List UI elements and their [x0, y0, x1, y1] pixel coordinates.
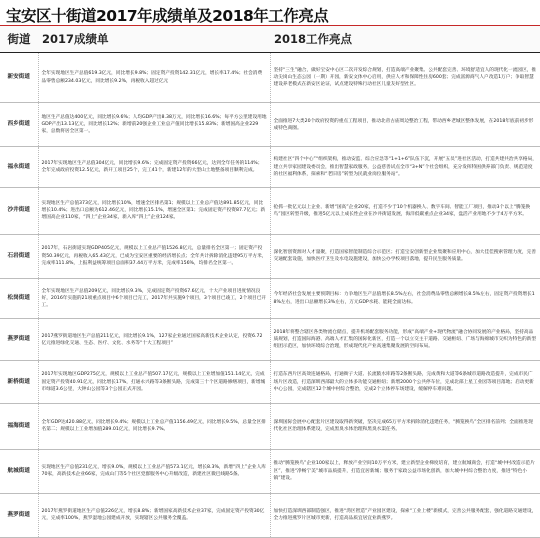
page-title: 宝安区十街道2017年成绩单及2018年工作亮点	[6, 7, 329, 25]
highlights-cell: 推动“腾笼换鸟”企业100家以上，释放产业空间10万平方米，建立新型企业梯度培育，建立航城商会，打造“城中村改造示范片区”，推进“净畅宁美”城市品质提升，打造宜居新城；服务于家政公益市场化创新，加大城中村综合整治力度，推进“特色小镇”建设。	[270, 449, 540, 493]
achievements-cell: 2017年燕罗街道地区生产总值226亿元，增长8.8%；新增国家高新技术企业37家，完成固定资产投资30亿元，完成率100%，燕罗湿地公园建成开放，实现辖区公共服务全覆盖。	[38, 493, 270, 537]
street-name: 福海街道	[0, 404, 38, 449]
table-row	[0, 187, 540, 234]
highlights-cell: 抢抓一批亿元以上企业、新增“国高”企业20家，打造不少于10个机器换人、数字车间、智能工厂项目，推动3个以上“腾笼换鸟”园区转型升级，推进5亿元以上成长性企业在沙井街道发展，海洋低碳重点企业34家，盘活产业用地不少于4万平方米。	[270, 187, 540, 234]
highlights-cell: 构建社区“四个中心”“组织架构，推动安监、综合应急等“1+1+6”队伍下沉，开展“五员”进社区活动，打造共建共治共享格局，建立共享家园建设委员会，推出智慧家政服务，公益慈善试点全市“3+N”个社会组织，充分发挥特困供养部门负责、规范适度的社区福利体系，探索和“老旧房”转型为民就业岗位服务站“。	[270, 147, 540, 188]
highlights-cell: 打造东西片区高效连通格局，打通衙子大道、长流陂水库路等2条断头路，完成黄和大道等6条城市道路改造提升，完成市民广场片区改造，打造深圳西部最大的立体多功能交通枢纽；新增2000个公共停车位，完成北部上星工业园等项目落地；启动更新中心公园，完成辖区12个城中村综合整治，完成2个立体停车场建设，缓解停车难问题。	[270, 361, 540, 404]
table-header-row	[0, 26, 540, 53]
achievements-cell: 实现地区生产总值231亿元，增长9.0%，规模以上工业总产值573.1亿元，增长8.3%，新增“四上”企业人库70家，高新技术企业66家，完成山门等5个社区党群服务中心升级改造，新建社区微巴线路5条。	[38, 449, 270, 493]
table-row	[0, 493, 540, 537]
street-name: 沙井街道	[0, 187, 38, 234]
achievements-cell: 2017燕罗街道地区生产总值211亿元，同比增长9.1%，127家企业通过国家高新技术企业认定，投资6.72亿元推进绿化交通、生态、医疗、文化、水务等“十大工程项目”	[38, 319, 270, 361]
table-row	[0, 404, 540, 449]
street-name: 燕罗街道	[0, 319, 38, 361]
achievements-cell: 地区生产总值达400亿元，同比增长9.6%；人均GDP产出8.38万元，同比增长16.6%；每平方公里建设用地GDP产出13.13亿元，同比增长12%；新增前20强企业工业总产值同比增长15.83%；新增国高企业229家，总数将居全区第一。	[38, 103, 270, 147]
work-report-table	[0, 26, 540, 538]
highlights-cell: 坚持“三生”融合，做好宝安中心区二次开发综合规划，打造高端产业聚集、公共配套完善、环境舒适宜人的现代化一流园区，推动尖岗山生态公园（一期）开园，新安文体中心启用，供应人才和保障性住房600套；完成富源商气人户改造1万户；争取智慧建设养老模式在新安区论证，试点建设特殊行动社区儿童友好型社区。	[270, 53, 540, 103]
street-name: 燕罗街道	[0, 493, 38, 537]
table-row	[0, 53, 540, 103]
street-name: 新桥街道	[0, 361, 38, 404]
achievements-cell: 2017年，石岩街道实现GDP405亿元，规模以上工业总产值1526.8亿元，总量排名全区第一；固定资产投资50.39亿元，再税收入65.43亿元，已成为宝安区重要的经济增长点；全年共计拆除消化违建95万平方米，完成率111.8%，上报利益统筹项目总面积37.44万平方米，完成率156%，均排名全区第一。	[38, 234, 270, 278]
table-row	[0, 147, 540, 188]
achievements-cell: 实现地区生产总值373亿元，同比增长10%，增速全区排名第1；规模以上工业总产值达891.85亿元，同比增长10.4%；进出口总额为612.46亿元，同比增长15.1%，增速全区第1；完成固定资产投资87.7亿元；新增国高企业110家，“四上”企业34家，新入库“四上”企业124家。	[38, 187, 270, 234]
header-achievements: 2017成绩单	[38, 26, 270, 53]
table-row	[0, 319, 540, 361]
achievements-cell: 2017年实现地区生产总值304亿元，同比增长9.6%；完成固定资产投资66亿元，达到全年任务的114%；全年完成政府投资12.5亿元，新开工项目25个，完工41个，新建12年的大型山土地整备项目顺利完成。	[38, 147, 270, 188]
highlights-cell: 今年经济社会发展主要预期目标：力争地区生产总值增长8.5%左右，社会消费品零售总额增长8.5%左右，固定资产投资增长18%左右，进出口总额增长3%左右，万元GDP水耗、能耗全面达标。	[270, 278, 540, 319]
achievements-cell: 全年实现地区生产总值619.3亿元，同比增长9.8%；固定资产投资142.31亿元，增长率17.4%；社会消费品零售总额234.03亿元，同比增长9.2%，再税收入超过亿元	[38, 53, 270, 103]
street-name: 松岗街道	[0, 278, 38, 319]
highlights-cell: 全面推进7大类20个政府投资的重点工程项目，推动北帝古庙周边整治工程，带动西乡老城区整体发展，在2018年底前初步形成特色商圈。	[270, 103, 540, 147]
table-row	[0, 361, 540, 404]
table-row	[0, 278, 540, 319]
header-street: 街道	[0, 26, 38, 53]
achievements-cell: 2017年实现地区GDP275亿元，规模以上工业总产值507.17亿元，规模以上工业增加值151.14亿元，完成固定资产投资40.91亿元，同比增长17%，打通永兴路等3条断头路，完成第三十个区道路修缮项目，新增城市绿道3.6公里，大钟山公园等3个公园正式开园。	[38, 361, 270, 404]
highlights-cell: 深化智创资源对人才量聚，打造国家智能制造综合示范区；打造宝安创新型企业集聚和应用中心，加大佳佳搜索管理力度，完善交通配套设施，加快医疗卫生及水电设施建设，加快公办学校项目落地，提升民生服务质量。	[270, 234, 540, 278]
table-row	[0, 103, 540, 147]
street-name: 航城街道	[0, 449, 38, 493]
street-name: 石岩街道	[0, 234, 38, 278]
table-row	[0, 234, 540, 278]
street-name: 西乡街道	[0, 103, 38, 147]
header-highlights: 2018工作亮点	[270, 26, 540, 53]
street-name: 新安街道	[0, 53, 38, 103]
achievements-cell: 全年实现地区生产总值209亿元，同比增长9.3%，完成固定资产投资67.6亿元，十大产业项目进度情况良好，2016年实施的21项重点项目中6个项目已完工，2017年共实施9个项目，3个项目已竣工，2个项目已开工。	[38, 278, 270, 319]
achievements-cell: 全年GDP达420.88亿元，同比增长9.4%；规模以上工业总产值1156.49亿元，同比增长9.5%，总量全区排名第二；规模以上工业增加值289.01亿元，同比增长9.7%。	[38, 404, 270, 449]
highlights-cell: 2018年将整合辖区各类物流仓储点，提升机场配套服务功能，形成“高端产业+现代物流”融合协同发展的产业格局，坚持高品质规划，打造国际海港、高端人才汇集的国际化新区，打造一个以立交主干道路、交通枢纽、广场与海绵城市交织为特色的新型组团示范区，加快环境综合治理，形成现代化产业高速集聚发展的空间布局。	[270, 319, 540, 361]
street-name: 福永街道	[0, 147, 38, 188]
highlights-cell: 加快打造深圳西部制造强区，推进“湾区智造”产业园区建设，探索“工业上楼”新模式，完善公共服务配套，强化道路交通建设，全力推进燕罗片区城市更新，打造高品质宜居宜业新燕罗。	[270, 493, 540, 537]
highlights-cell: 深圳国际会展中心配套片区建设取得新突破，坚决完成65万平方米拆除消化违建任务，“腾笼换鸟”全区排名前列；全面推进现代化社区治理体系建设，完成黑臭水体治理和黑臭水渠任务。	[270, 404, 540, 449]
table-row	[0, 449, 540, 493]
